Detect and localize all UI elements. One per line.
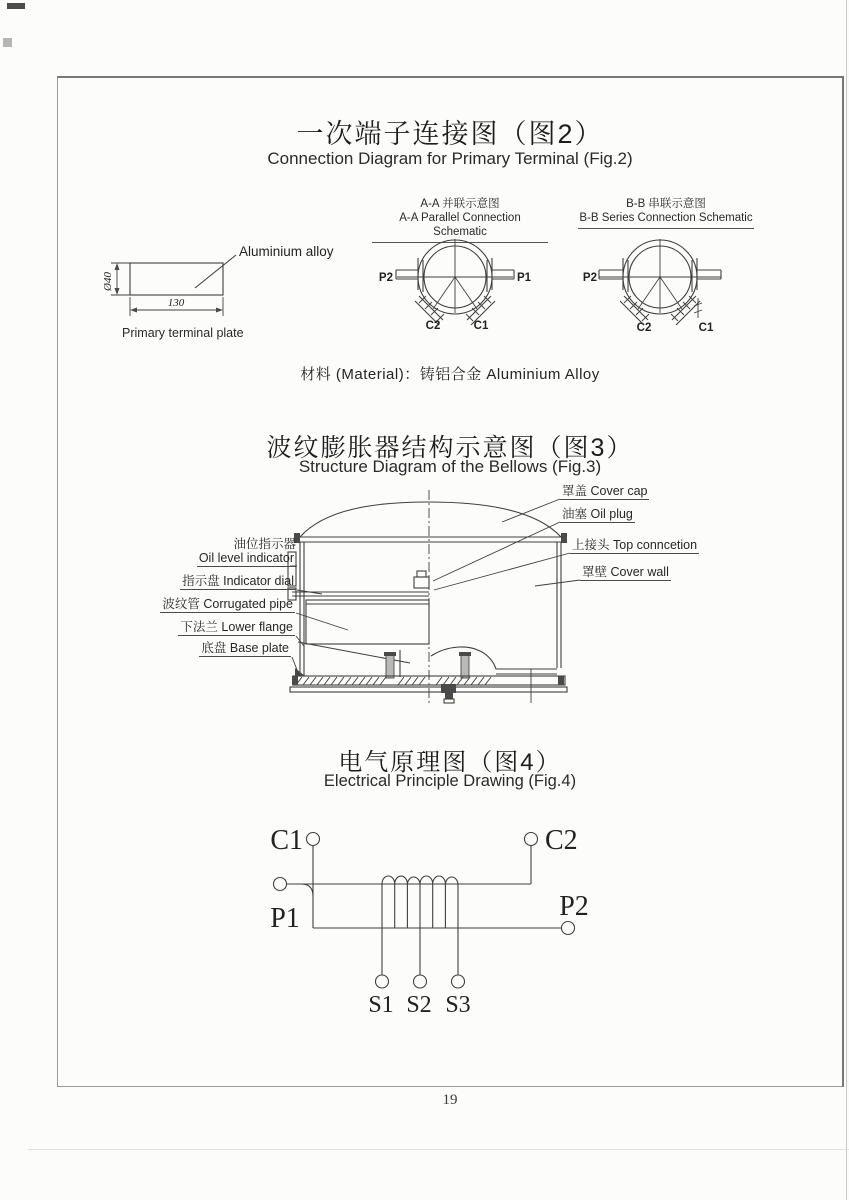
page-number: 19 <box>442 1092 458 1108</box>
aa-terminal-c2: C2 <box>425 320 441 332</box>
fig3-title-zh: 波纹膨胀器结构示意图（图3） <box>266 434 634 462</box>
aa-caption-en: A-A Parallel Connection Schematic <box>399 212 521 238</box>
aa-terminal-p2: P2 <box>378 272 393 284</box>
scan-artifact-top <box>7 3 25 9</box>
fig4-title-en: Electrical Principle Drawing (Fig.4) <box>323 772 577 790</box>
bb-terminal-p2: P2 <box>582 272 597 284</box>
fig4-title-zh: 电气原理图（图4） <box>338 749 562 776</box>
terminal-p2: P2 <box>559 891 589 922</box>
page-edge-shadow-bottom <box>28 1149 849 1150</box>
label-top-connection: 上接头 Top conncetion <box>572 538 698 552</box>
terminal-s3: S3 <box>445 992 471 1018</box>
fig3-title-en: Structure Diagram of the Bellows (Fig.3) <box>298 457 602 476</box>
label-indicator-dial: 指示盘 Indicator dial <box>182 574 294 588</box>
label-cover-cap: 罩盖 Cover cap <box>562 484 648 498</box>
aa-terminal-p1: P1 <box>517 272 532 284</box>
fig2-title-en: Connection Diagram for Primary Terminal (Fig.2) <box>267 149 633 168</box>
scan-artifact-left <box>3 38 12 47</box>
plate-height-dimension: Ø40 <box>102 272 114 291</box>
terminal-s1: S1 <box>368 992 394 1018</box>
bb-caption-en: B-B Series Connection Schematic <box>579 212 753 224</box>
material-note: 材料 (Material)：铸铝合金 Aluminium Alloy <box>300 366 600 383</box>
terminal-c1: C1 <box>270 825 303 856</box>
bb-schematic-caption <box>578 197 754 229</box>
terminal-p1: P1 <box>270 903 300 934</box>
label-lower-flange: 下法兰 Lower flange <box>180 620 293 634</box>
bb-terminal-c1: C1 <box>698 322 714 334</box>
label-cover-wall: 罩壁 Cover wall <box>582 565 669 579</box>
aa-parallel-schematic <box>378 232 533 337</box>
bb-series-schematic <box>582 232 750 337</box>
label-oil-plug: 油塞 Oil plug <box>562 507 633 521</box>
label-base-plate: 底盘 Base plate <box>201 641 289 655</box>
terminal-s2: S2 <box>406 992 432 1018</box>
plate-material-callout: Aluminium alloy <box>239 244 334 259</box>
aa-caption-zh: A-A 并联示意图 <box>420 198 500 210</box>
aa-terminal-c1: C1 <box>473 320 489 332</box>
plate-width-dimension: 130 <box>167 297 185 309</box>
label-corrugated-pipe: 波纹管 Corrugated pipe <box>162 597 293 611</box>
fig2-title-zh: 一次端子连接图（图2） <box>296 119 604 149</box>
page-edge-shadow-right <box>846 0 847 1200</box>
bb-caption-zh: B-B 串联示意图 <box>626 198 706 210</box>
plate-caption: Primary terminal plate <box>122 326 244 340</box>
bellows-structure-drawing <box>140 478 790 713</box>
bb-terminal-c2: C2 <box>636 322 652 334</box>
terminal-c2: C2 <box>545 825 578 856</box>
electrical-schematic <box>250 815 595 1020</box>
label-oil-level-indicator: 油位指示器 Oil level indicator <box>198 537 296 565</box>
